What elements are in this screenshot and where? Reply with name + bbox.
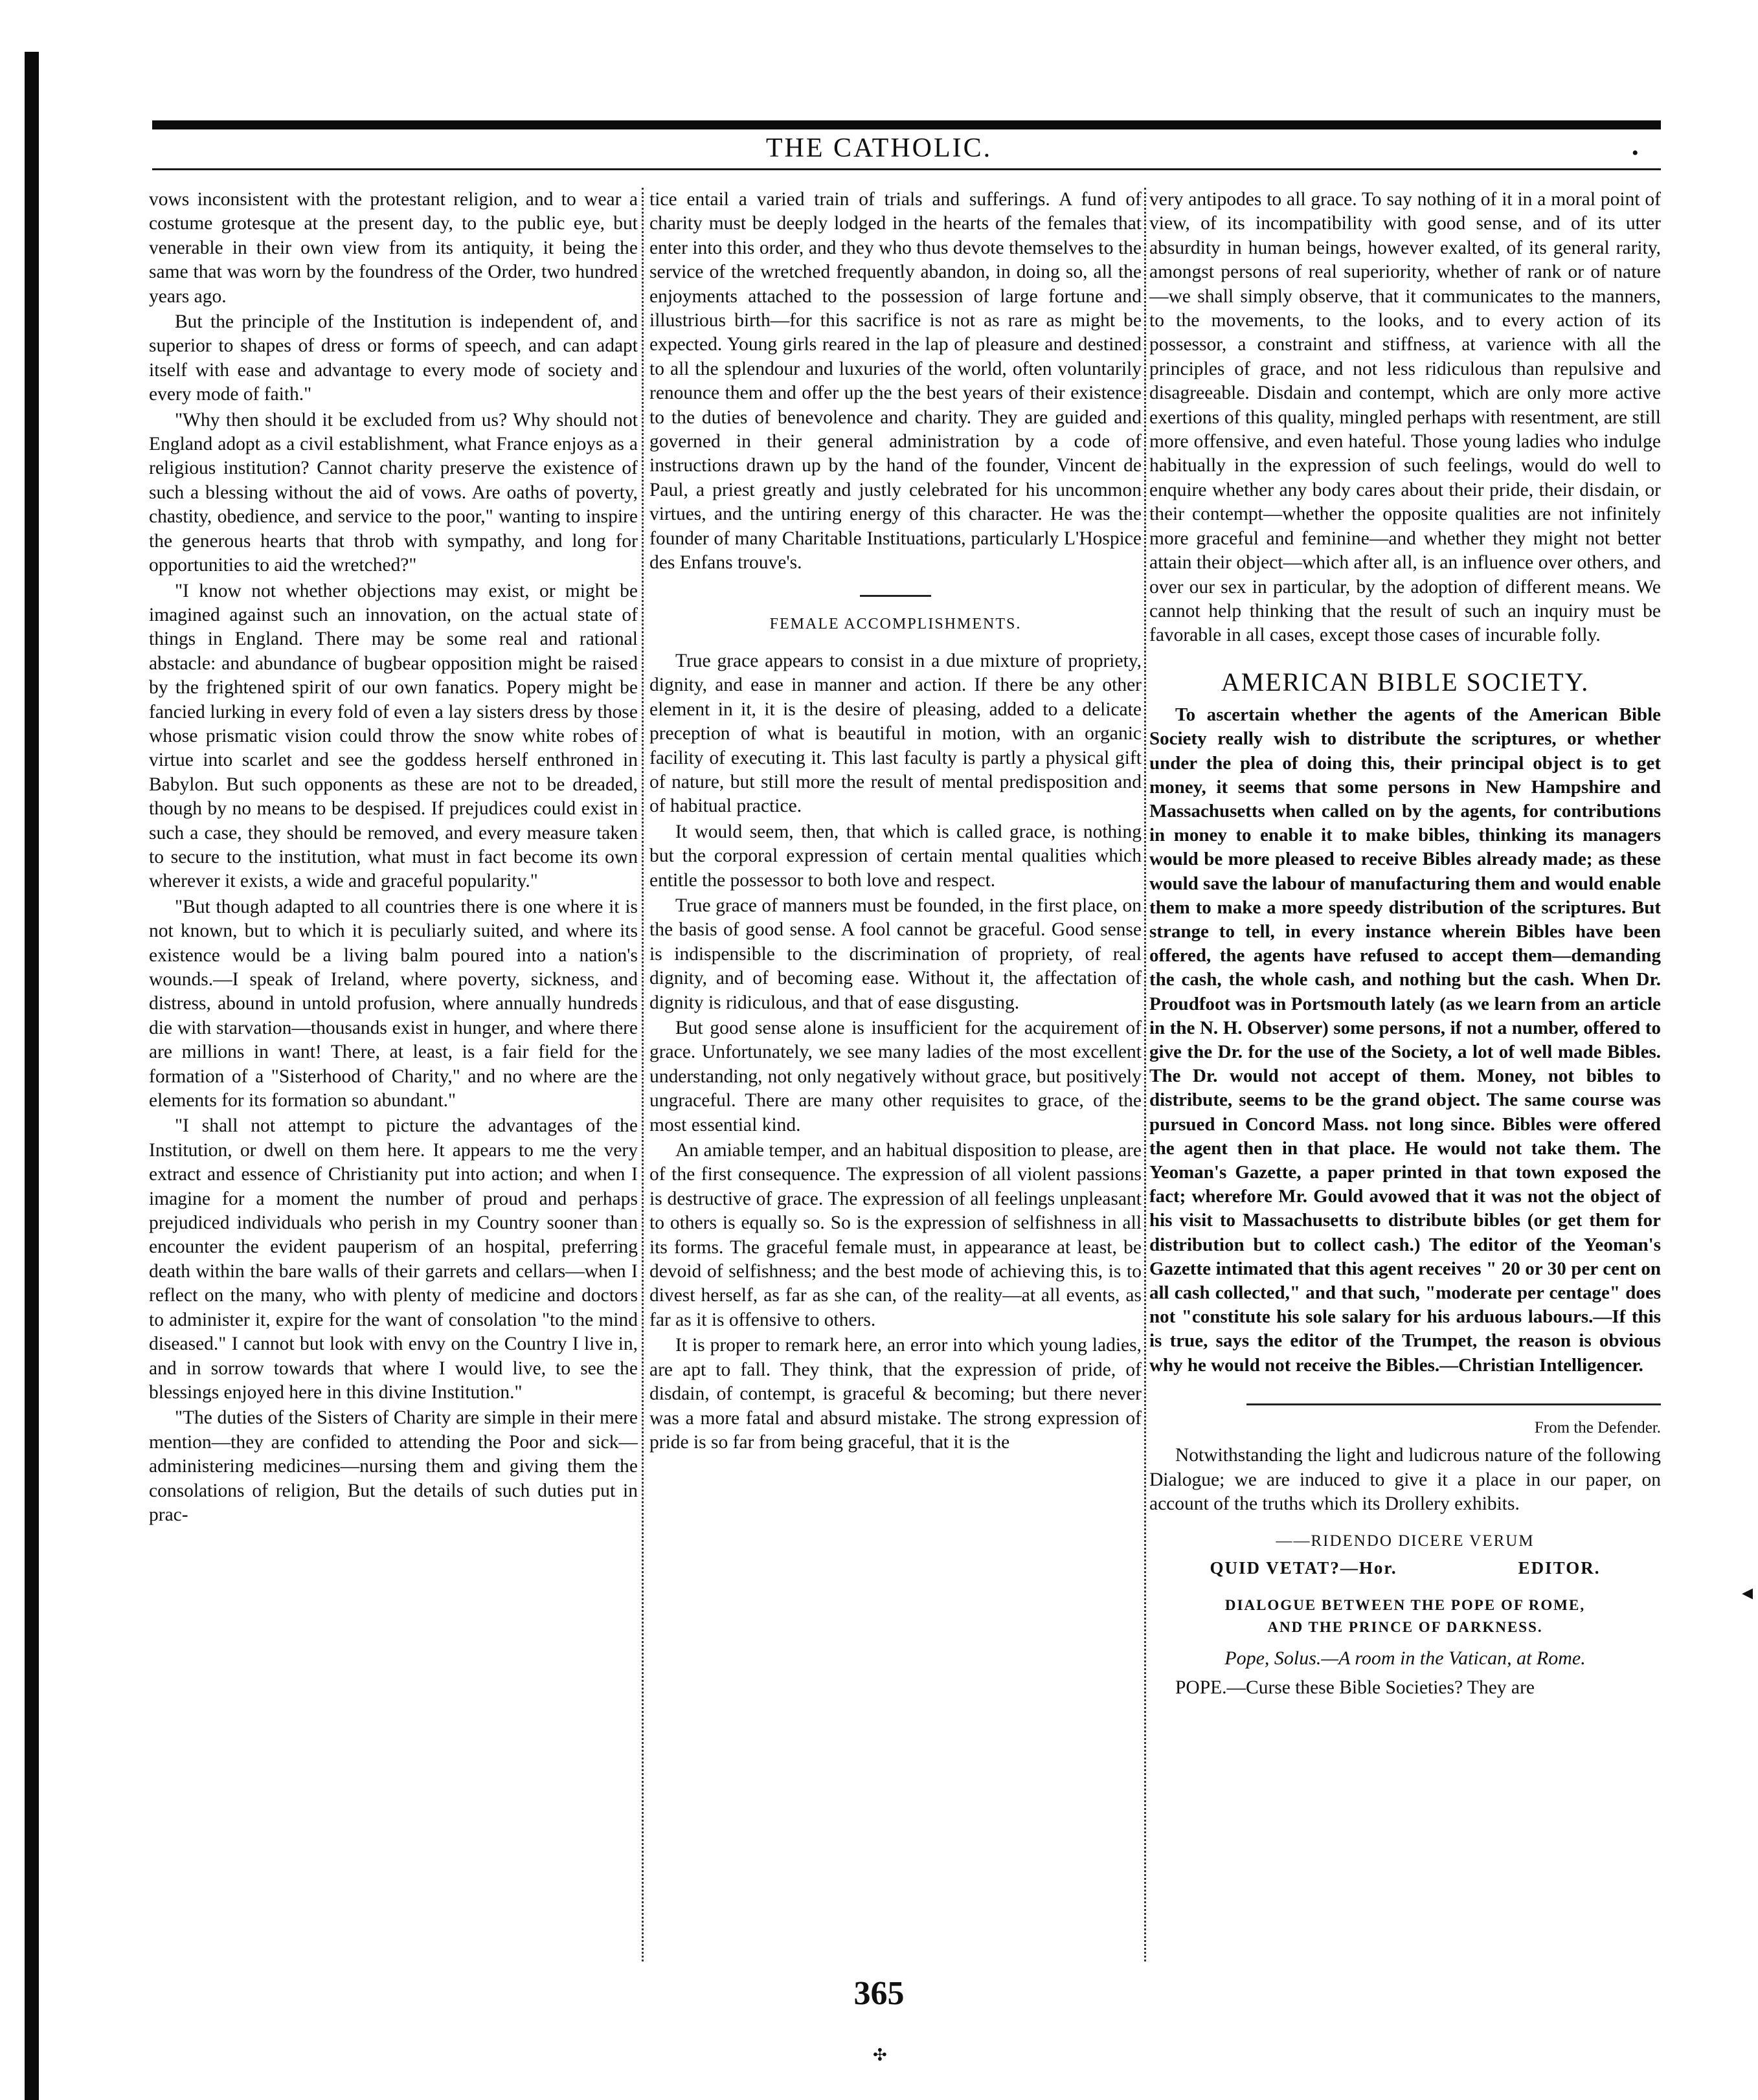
paragraph: True grace appears to consist in a due mixture of propriety, dignity, and ease in manner and action. If there be any other element in it, it is the desire of pleasing, added to a delicate preception of what is beautiful in motion, with an organic facility of executing it. This last faculty is partly a physical gift of nature, but still more the result of mental predisposition and of habitual practice.: [649, 650, 1142, 817]
paragraph: "I shall not attempt to picture the advantages of the Institution, or dwell on them here. It appears to me the very extract and essence of Christianity put into action; and when I imagine for a moment the number of proud and perhaps prejudiced individuals who perish in my Country sooner than encounter the evident pauperism of an hospital, preferring death within the bare walls of their garrets and cellars—when I reflect on the many, who with plenty of medicine and doctors to administer it, expire for the want of consolation "to the mind diseased." I cannot but look with envy on the Country I live in, and in sorrow towards that where I would live, to see the blessings enjoyed here in this divine Institution.": [149, 1115, 638, 1403]
paragraph: tice entail a varied train of trials and sufferings. A fund of charity must be deeply lodged in the hearts of the females that enter into this order, and they who thus devote themselves to the service of the wretched frequently abandon, in doing so, all the enjoyments attached to the possession of large fortune and illustrious birth—for this sacrifice is not as rare as might be expected. Young girls reared in the lap of pleasure and destined to all the splendour and luxuries of the world, often voluntarily renounce them and offer up the the best years of their existence to the duties of benevolence and charity. They are guided and governed in their general administration by a code of instructions drawn up by the hand of the founder, Vincent de Paul, a priest greatly and justly celebrated for his uncommon virtues, and the untiring energy of this character. He was the founder of many Charitable Instituations, particularly L'Hospice des Enfans trouve's.: [649, 189, 1142, 574]
source-credit: From the Defender.: [1534, 1418, 1661, 1436]
dialogue-title: [1149, 1594, 1661, 1638]
paragraph: vows inconsistent with the protestant religion, and to wear a costume grotesque at the present day, to the public eye, but venerable in their own view from its antiquity, it being the same that was worn by the foundress of the Order, two hundred years ago.: [149, 189, 638, 307]
masthead-rule: [152, 120, 1661, 129]
motto-source: QUID VETAT?—Hor.: [1210, 1558, 1397, 1578]
paragraph: "The duties of the Sisters of Charity are simple in their mere mention—they are confided to attending the Poor and sick—administering medicines—nursing them and giving them the consolations of religion, But the details of such duties put in prac-: [149, 1407, 638, 1525]
paragraph: An amiable temper, and an habitual disposition to please, are of the first consequence. The expression of all violent passions is destructive of grace. The expression of all feelings unpleasant to others is equally so. So is the expression of selfishness in all its forms. The graceful female must, in appearance at least, be devoid of selfishness; and the best mode of achieving this, is to divest herself, as far as she can, of the reality—at all events, as far as it is offensive to others.: [649, 1140, 1142, 1330]
scene-direction: Pope, Solus.—A room in the Vatican, at Rome.: [1224, 1648, 1586, 1670]
column-2: [649, 188, 1142, 1455]
paragraph: "But though adapted to all countries there is one where it is not known, but to which it is peculiarly suited, and where its existence would be a living balm poured into a nation's wounds.—I speak of Ireland, where poverty, sickness, and distress, abound in untold profusion, where annually hundreds die with starvation—thousands exist in hunger, and where there are millions in want! There, at least, is a fair field for the formation of a "Sisterhood of Charity," and no where are the elements for its formation so abundant.": [149, 896, 638, 1111]
masthead-title: THE CATHOLIC.: [765, 133, 993, 163]
print-mark: ✣: [873, 2046, 887, 2064]
paragraph: It would seem, then, that which is called grace, is nothing but the corporal expression of certain mental qualities which entitle the possessor to both love and respect.: [649, 821, 1142, 891]
column-3: [1149, 188, 1661, 1700]
paragraph: But good sense alone is insufficient for the acquirement of grace. Unfortunately, we see many ladies of the most excellent understanding, not only negatively without grace, but positively ungraceful. There are many other requisites to grace, of the most essential kind.: [649, 1018, 1142, 1135]
dialogue-title-line-1: DIALOGUE BETWEEN THE POPE OF ROME,: [1224, 1597, 1586, 1614]
column-divider-1: [642, 188, 646, 1961]
paragraph: "Why then should it be excluded from us? Why should not England adopt as a civil establishment, what France enjoys as a religious institution? Cannot charity preserve the existence of such a blessing without the aid of vows. Are oaths of poverty, chastity, obedience, and service to the poor," wanting to inspire the generous hearts that throb with sympathy, and long for opportunities to aid the wretched?": [149, 409, 638, 576]
paragraph: "I know not whether objections may exist, or might be imagined against such an innovation, on the actual state of things in England. There may be some real and rational abstacle: and abundance of bugbear opposition might be raised by the frightened spirit of our own fanatics. Popery might be fancied lurking in every fold of even a lay sisters dress by those whose prismatic vision could throw the snow white robes of virtue into scarlet and see the goddess herself enthroned in Babylon. But such opponents as these are not to be dreaded, though by no means to be despised. If prejudices could exist in such a case, they should be removed, and every measure taken to secure to the institution, what must in fact become its own wherever it exists, a wide and graceful popularity.": [149, 580, 638, 892]
motto-line: ——RIDENDO DICERE VERUM: [1276, 1532, 1535, 1550]
article-heading: AMERICAN BIBLE SOCIETY.: [1221, 667, 1590, 697]
column-divider-2: [1144, 188, 1149, 1961]
section-divider: [860, 595, 931, 597]
paragraph: very antipodes to all grace. To say nothing of it in a moral point of view, of its incompatibility with good sense, and of its utter absurdity in human beings, however exalted, of its general rarity, amongst persons of real superiority, whether of rank or of nature—we shall simply observe, that it communicates to the manners, to the movements, to the looks, and to every action of its possessor, a constraint and stiffness, at varience with all the principles of grace, and not less ridiculous than repulsive and disagreeable. Disdain and contempt, which are only more active exertions of this quality, mingled perhaps with resentment, are still more offensive, and even hateful. Those young ladies who indulge habitually in the expression of such feelings, would do well to enquire whether any body cares about their pride, their disdain, or their contempt—whether the opposite qualities are not infinitely more graceful and feminine—and whether they might not better attain their object—which after all, is an influence over others, and over our sex in particular, by the adoption of different means. We cannot help thinking that the result of such an inquiry must be favorable in all cases, except those cases of incurable folly.: [1149, 189, 1661, 646]
motto-attribution: [1149, 1556, 1661, 1580]
paragraph: Notwithstanding the light and ludicrous nature of the following Dialogue; we are induced to give it a place in our paper, on account of the truths which its Drollery exhibits.: [1149, 1445, 1661, 1515]
margin-arrow-icon: ◂: [1742, 1581, 1753, 1605]
paragraph: To ascertain whether the agents of the American Bible Society really wish to distribute the scriptures, or whether under the plea of doing this, their principal object is to get money, it seems that some persons in New Hampshire and Massachusetts when called on by the agents, for contributions in money to enable it to make bibles, thinking its managers would be more pleased to receive Bibles already made; as these would save the labour of manufacturing them and would enable them to make a more speedy distribution of the scriptures. But strange to tell, in every instance wherein Bibles have been offered, the agents have refused to accept them—demanding the cash, the whole cash, and nothing but the cash. When Dr. Proudfoot was in Portsmouth lately (as we learn from an article in the N. H. Observer) some persons, if not a number, offered to give the Dr. for the use of the Society, a lot of well made Bibles. The Dr. would not accept of them. Money, not bibles to distribute, seems to be the grand object. The same course was pursued in Concord Mass. not long since. Bibles were offered the agent then in that place. He would not take them. The Yeoman's Gazette, a paper printed in that town exposed the fact; wherefore Mr. Gould avowed that it was not the object of his visit to Massachusetts to distribute bibles (or get them for distribution but to collect cash.) The editor of the Yeoman's Gazette intimated that this agent receives " 20 or 30 per cent on all cash collected," and that such, "moderate per centage" does not "constitute his sole salary for his arduous labours.—If this is true, says the editor of the Trumpet, the reason is obvious why he would not receive the Bibles.—Christian Intelligencer.: [1149, 704, 1661, 1376]
article-heading: FEMALE ACCOMPLISHMENTS.: [769, 615, 1022, 632]
paragraph: POPE.—Curse these Bible Societies? They are: [1175, 1677, 1535, 1698]
masthead-dot: •: [1632, 142, 1639, 164]
paragraph: True grace of manners must be founded, in the first place, on the basis of good sense. A fool cannot be graceful. Good sense is indispensible to the discrimination of propriety, of real dignity, and of becoming ease. Without it, the affectation of dignity is ridiculous, and that of ease disgusting.: [649, 895, 1142, 1013]
page-number: 365: [853, 1975, 905, 2012]
paragraph: But the principle of the Institution is independent of, and superior to shapes of dress or forms of speech, and can adapt itself with ease and advantage to every mode of society and every mode of faith.": [149, 311, 638, 405]
dialogue-title-line-2: AND THE PRINCE OF DARKNESS.: [1267, 1619, 1543, 1636]
column-1: [149, 188, 638, 1527]
section-divider: [1246, 1403, 1661, 1405]
masthead-thin-rule: [152, 168, 1661, 170]
motto-editor: EDITOR.: [1518, 1558, 1601, 1578]
scan-edge-bar: [25, 52, 39, 2100]
paragraph: It is proper to remark here, an error into which young ladies, are apt to fall. They think, that the expression of pride, of disdain, of contempt, is graceful & becoming; but there never was a more fatal and absurd mistake. The strong expression of pride is so far from being graceful, that it is the: [649, 1335, 1142, 1453]
